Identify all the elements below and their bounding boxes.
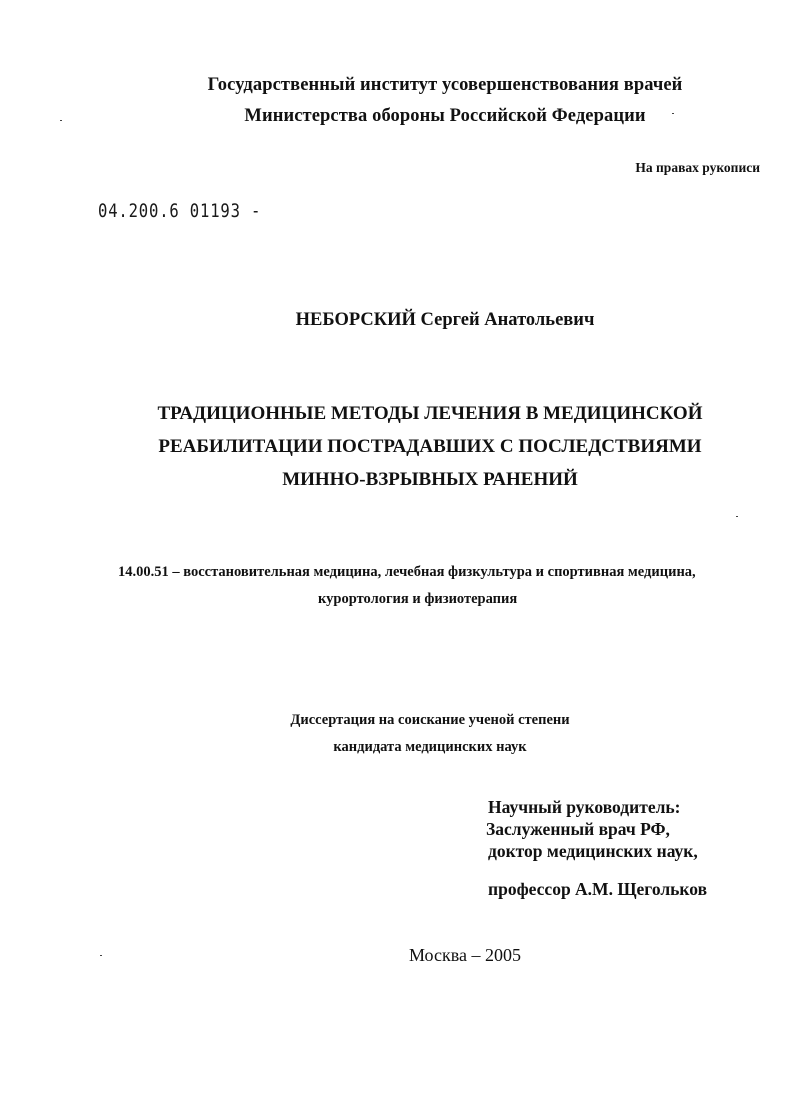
scan-speck	[736, 516, 738, 517]
supervisor-title-2: доктор медицинских наук,	[488, 841, 698, 861]
supervisor-title-1: Заслуженный врач РФ,	[486, 819, 670, 839]
specialty-line-1: 14.00.51 – восстановительная медицина, лечебная физкультура и спортивная медицина,	[118, 564, 696, 580]
scan-speck	[672, 113, 674, 114]
institute-name-line2: Министерства обороны Российской Федерации	[244, 106, 646, 126]
institute-name-line1: Государственный институт усовершенствования врачей	[207, 75, 683, 95]
manuscript-rights-label: На правах рукописи	[635, 160, 760, 175]
supervisor-name: профессор А.М. Щегольков	[488, 879, 708, 899]
title-line-1: ТРАДИЦИОННЫЕ МЕТОДЫ ЛЕЧЕНИЯ В МЕДИЦИНСКОЙ	[157, 403, 703, 424]
author-surname: НЕБОРСКИЙ	[295, 310, 416, 330]
scan-speck	[60, 120, 62, 121]
supervisor-heading: Научный руководитель:	[488, 797, 681, 817]
specialty-line-2: курортология и физиотерапия	[318, 591, 518, 607]
scan-speck	[100, 955, 102, 956]
author-name	[140, 310, 750, 331]
title-line-2: РЕАБИЛИТАЦИИ ПОСТРАДАВШИХ С ПОСЛЕДСТВИЯМИ	[158, 436, 702, 457]
city-year: Москва – 2005	[409, 945, 521, 965]
degree-line-1: Диссертация на соискание ученой степени	[290, 712, 570, 728]
title-line-3: МИННО-ВЗРЫВНЫХ РАНЕНИЙ	[282, 469, 578, 490]
registration-stamp: 04.200.6 01193 -	[98, 200, 262, 222]
author-given-names: Сергей Анатольевич	[420, 310, 595, 330]
degree-line-2: кандидата медицинских наук	[333, 739, 527, 755]
